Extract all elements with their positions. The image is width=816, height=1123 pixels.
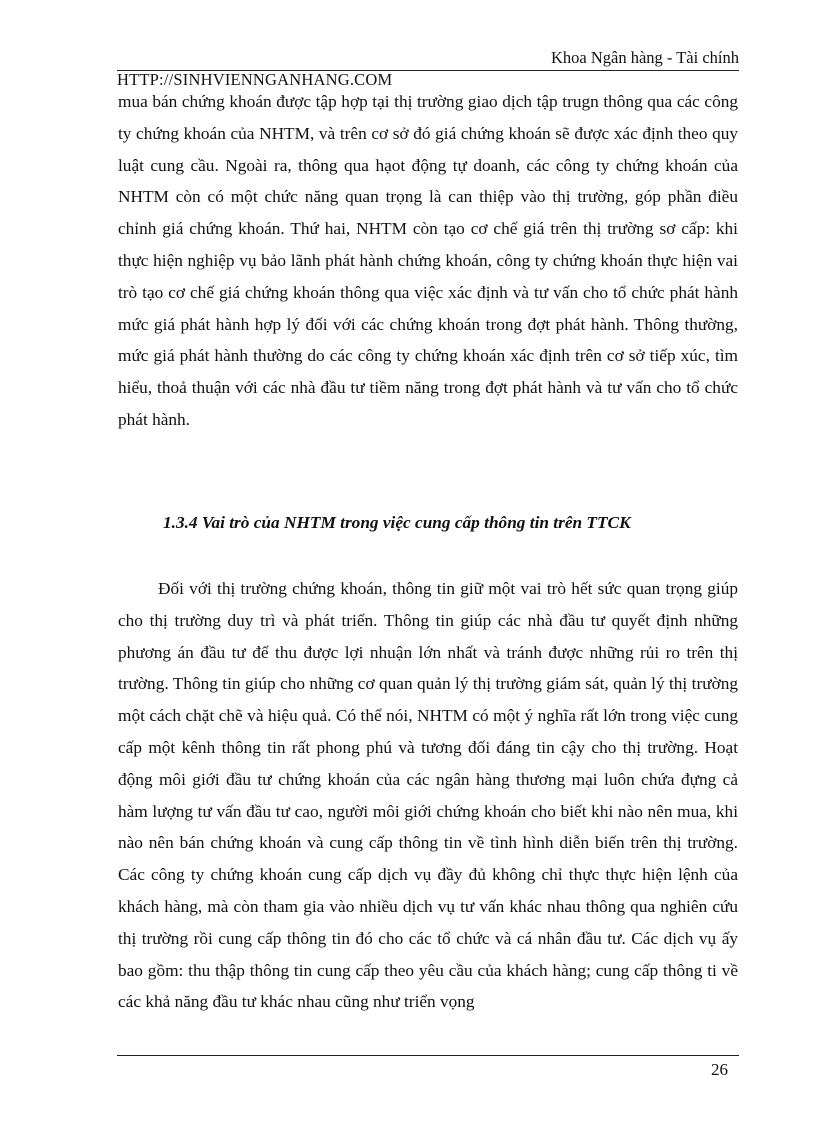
section-heading: 1.3.4 Vai trò của NHTM trong việc cung cấp thông tin trên TTCK bbox=[163, 513, 631, 532]
header-website: HTTP://SINHVIENNGANHANG.COM bbox=[117, 70, 393, 89]
footer-divider bbox=[117, 1055, 739, 1056]
header-department: Khoa Ngân hàng - Tài chính bbox=[550, 48, 739, 67]
paragraph-continued: mua bán chứng khoán được tập hợp tại thị trường giao dịch tập trugn thông qua các công ty chứng khoán của NHTM, và trên cơ sở đó giá chứng khoán sẽ được xác định theo quy luật cung cầu. Ngoài ra, thông qua hạot động tự doanh, các công ty chứng khoán của NHTM còn có một chức năng quan trọng là can thiệp vào thị trường, góp phần điều chỉnh giá chứng khoán. Thứ hai, NHTM còn tạo cơ chế giá trên thị trường sơ cấp: khi thực hiện nghiệp vụ bảo lãnh phát hành chứng khoán, công ty chứng khoán thực hiện vai trò tạo cơ chế giá chứng khoán thông qua việc xác định và tư vấn cho tổ chức phát hành mức giá phát hành hợp lý đối với các chứng khoán trong đợt phát hành. Thông thường, mức giá phát hành thường do các công ty chứng khoán xác định trên cơ sở tiếp xúc, tìm hiểu, thoả thuận với các nhà đầu tư tiềm năng trong đợt phát hành và tư vấn cho tổ chức phát hành. bbox=[118, 92, 738, 429]
paragraph-information-role: Đối với thị trường chứng khoán, thông tin giữ một vai trò hết sức quan trọng giúp cho thị trường duy trì và phát triển. Thông tin giúp các nhà đầu tư quyết định những phương án đầu tư để thu được lợi nhuận lớn nhất và tránh được những rủi ro trên thị trường. Thông tin giúp cho những cơ quan quản lý thị trường giám sát, quản lý thị trường một cách chặt chẽ và hiệu quả. Có thể nói, NHTM có một ý nghĩa rất lớn trong việc cung cấp một kênh thông tin rất phong phú và tương đối đáng tin cậy cho thị trường. Hoạt động môi giới đầu tư chứng khoán của các ngân hàng thương mại luôn chứa đựng cả hàm lượng tư vấn đầu tư cao, người môi giới chứng khoán cho biết khi nào nên mua, khi nào nên bán chứng khoán và cung cấp thông tin về tình hình diễn biến trên thị trường. Các công ty chứng khoán cung cấp dịch vụ đầy đủ không chỉ thực thực hiện lệnh của khách hàng, mà còn tham gia vào nhiều dịch vụ tư vấn khác nhau thông qua nghiên cứu thị trường rồi cung cấp thông tin đó cho các tổ chức và cá nhân đầu tư. Các dịch vụ ấy bao gồm: thu thập thông tin cung cấp theo yêu cầu của khách hàng; cung cấp thông ti về các khả năng đầu tư khác nhau cũng như triển vọng bbox=[118, 579, 738, 1012]
page-number: 26 bbox=[711, 1060, 728, 1079]
